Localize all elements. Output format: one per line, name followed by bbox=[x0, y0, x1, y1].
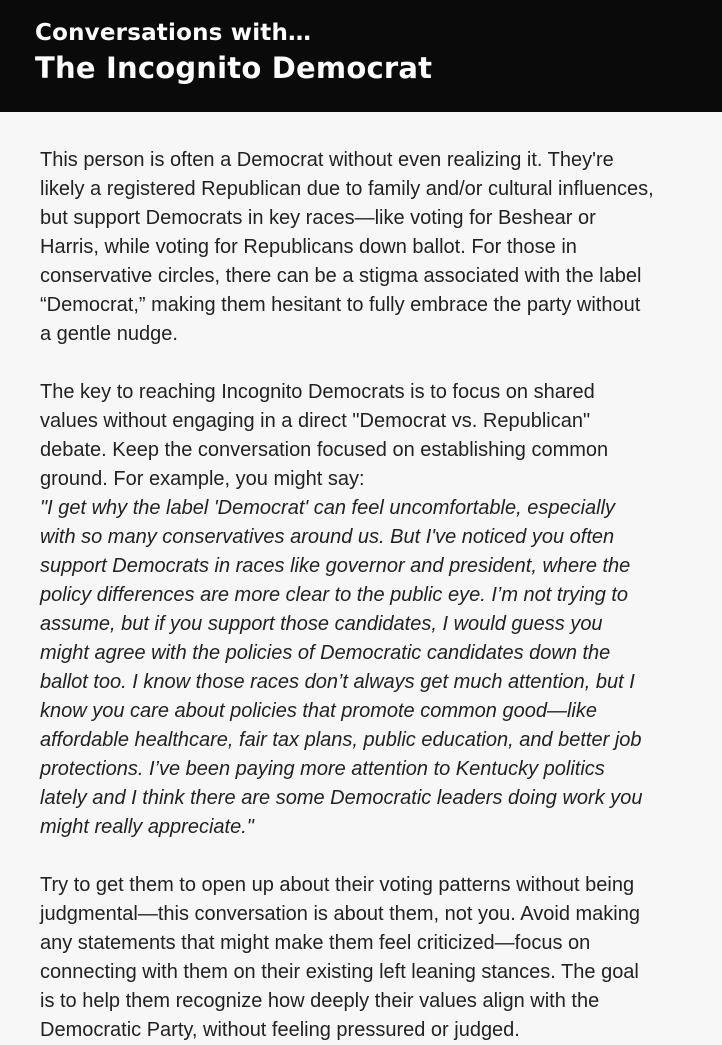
document-body bbox=[0, 112, 690, 1045]
paragraph-approach bbox=[40, 378, 656, 842]
page-header bbox=[0, 0, 722, 112]
paragraph-profile: This person is often a Democrat without even realizing it. They're likely a registered Republican due to family and/or cultural influences, but support Democrats in key races—like voting for Beshear or Harris, while voting for Republicans down ballot. For those in conservative circles, there can be a stigma associated with the label “Democrat,” making them hesitant to fully embrace the party without a gentle nudge. bbox=[40, 149, 654, 345]
header-eyebrow: Conversations with… bbox=[35, 20, 312, 46]
approach-intro-text: The key to reaching Incognito Democrats is to focus on shared values without engaging in a direct "Democrat vs. Republican" debate. Keep the conversation focused on establishing common ground. For example, you might say: bbox=[40, 381, 609, 490]
paragraph-goal: Try to get them to open up about their voting patterns without being judgmental—this conversation is about them, not you. Avoid making any statements that might make them feel criticized—focus on connecting with them on their existing left leaning stances. The goal is to help them recognize how deeply their values align with the Democratic Party, without feeling pressured or judged. bbox=[40, 874, 640, 1041]
example-quote-text: "I get why the label 'Democrat' can feel uncomfortable, especially with so many conservatives around us. But I've noticed you often support Democrats in races like governor and president, where the policy differences are more clear to the public eye. I’m not trying to assume, but if you support those candidates, I would guess you might agree with the policies of Democratic candidates down the ballot too. I know those races don’t always get much attention, but I know you care about policies that promote common good—like affordable healthcare, fair tax plans, public education, and better job protections. I’ve been paying more attention to Kentucky politics lately and I think there are some Democratic leaders doing work you might really appreciate." bbox=[40, 497, 643, 838]
page-title: The Incognito Democrat bbox=[35, 51, 433, 86]
